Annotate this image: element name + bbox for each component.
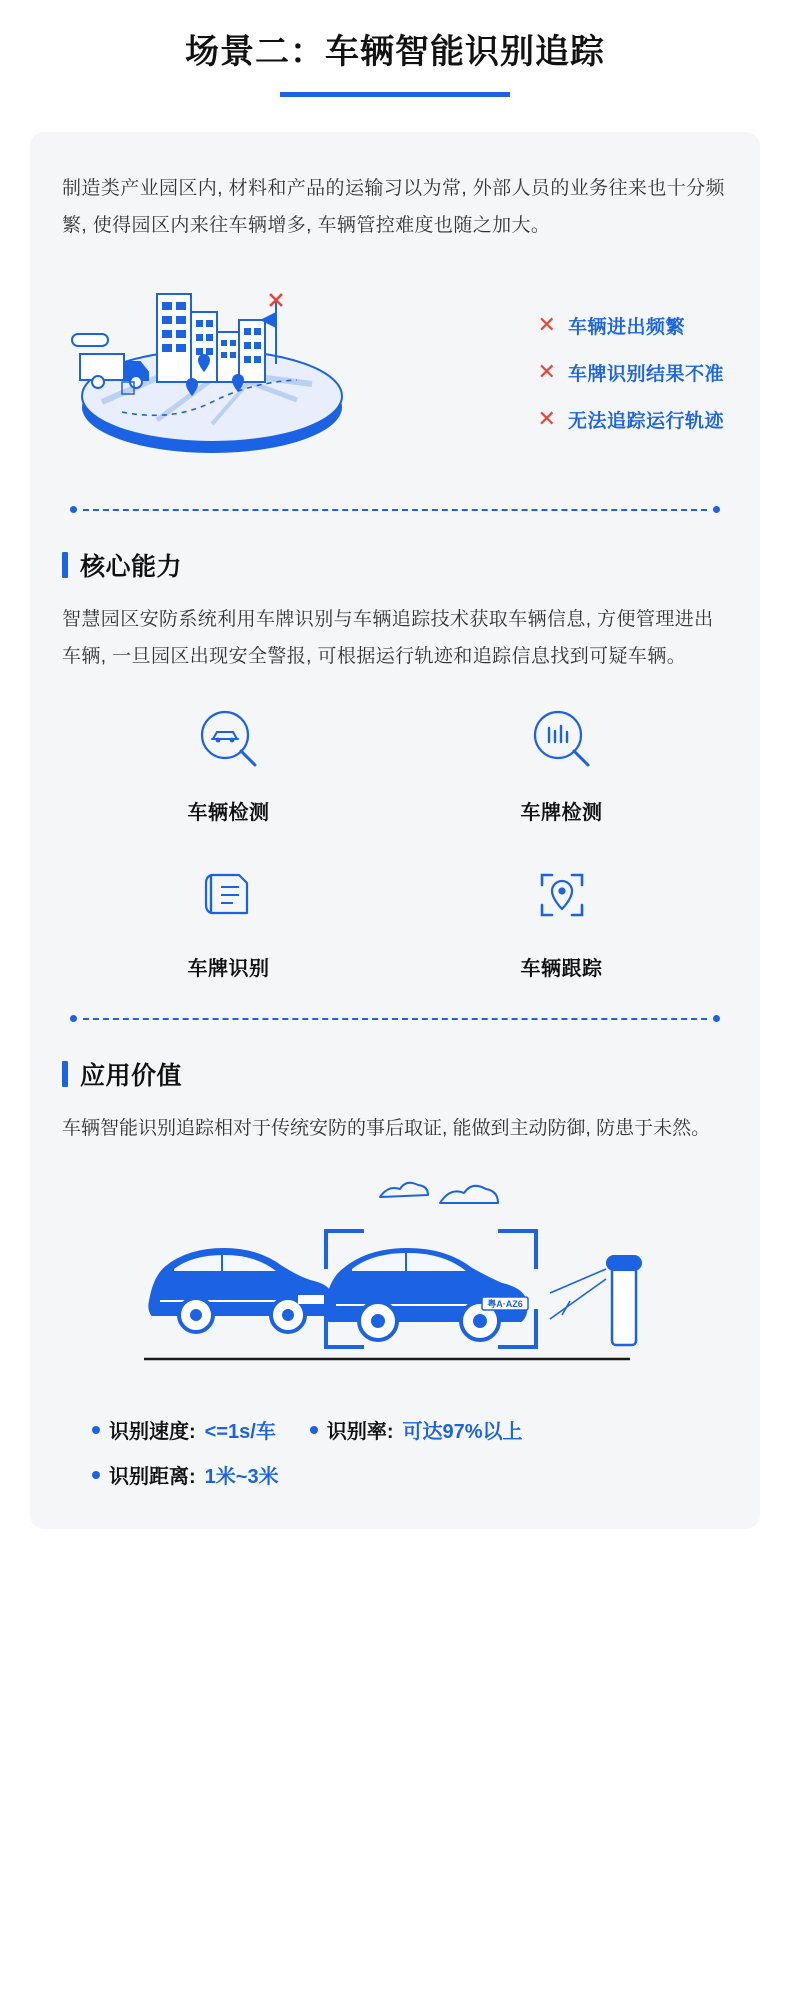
problem-list xyxy=(538,312,728,433)
spec-item-distance xyxy=(92,1460,279,1489)
core-paragraph: 智慧园区安防系统利用车牌识别与车辆追踪技术获取车辆信息, 方便管理进出车辆, 一旦园区出现安全警报, 可根据运行轨迹和追踪信息找到可疑车辆。 xyxy=(62,609,714,668)
location-scan-icon xyxy=(528,861,596,934)
value-paragraph: 车辆智能识别追踪相对于传统安防的事后取证, 能做到主动防御, 防患于未然。 xyxy=(62,1118,711,1140)
core-section-title: 核心能力 xyxy=(80,553,183,582)
bullet-dot-icon xyxy=(92,1426,100,1434)
capability-label: 车辆跟踪 xyxy=(520,958,603,981)
car-search-icon xyxy=(195,705,263,778)
divider-dot-left xyxy=(70,506,77,513)
capability-item-plate-recognize xyxy=(188,861,270,981)
capability-grid xyxy=(62,705,728,981)
specs-list xyxy=(62,1415,728,1489)
city-map-illustration xyxy=(62,272,362,472)
capability-item-vehicle-track xyxy=(521,861,603,981)
problem-item xyxy=(538,312,724,339)
capability-label: 车牌识别 xyxy=(187,958,270,981)
plate-search-icon xyxy=(528,705,596,778)
spec-value: 可达97%以上 xyxy=(402,1421,523,1444)
dashed-divider xyxy=(70,506,720,513)
title-underline xyxy=(280,92,510,97)
cross-icon: ✕ xyxy=(537,312,556,338)
section-accent-bar xyxy=(62,552,68,578)
divider-line xyxy=(83,509,707,511)
spec-label: 识别率: xyxy=(326,1421,394,1444)
problem-label: 无法追踪运行轨迹 xyxy=(567,410,724,432)
license-plate-text: 粤A·AZ6 xyxy=(487,1299,523,1310)
page-title: 场景二：车辆智能识别追踪 xyxy=(185,33,605,71)
intro-paragraph: 制造类产业园区内, 材料和产品的运输习以为常, 外部人员的业务往来也十分频繁, 使得园区内来往车辆增多, 车辆管控难度也随之加大。 xyxy=(62,178,725,237)
cross-icon: ✕ xyxy=(537,406,556,432)
value-section-heading xyxy=(62,1056,728,1092)
capability-item-plate-detect xyxy=(521,705,603,825)
plate-document-icon xyxy=(195,861,263,934)
spec-label: 识别速度: xyxy=(109,1421,196,1444)
problem-label: 车牌识别结果不准 xyxy=(567,363,724,385)
divider-dot-right xyxy=(713,1015,720,1022)
scene-illustration-section xyxy=(62,272,728,472)
divider-dot-left xyxy=(70,1015,77,1022)
core-section-heading xyxy=(62,547,728,583)
spec-value: <=1s/车 xyxy=(204,1421,276,1444)
divider-line xyxy=(83,1018,707,1020)
problem-item xyxy=(538,359,724,386)
vehicle-tracking-illustration xyxy=(62,1169,728,1389)
problem-item xyxy=(538,406,724,433)
section-accent-bar xyxy=(62,1061,68,1087)
spec-item-accuracy xyxy=(310,1415,523,1444)
spec-item-speed xyxy=(92,1415,276,1444)
capability-item-vehicle-detect xyxy=(188,705,270,825)
cross-icon: ✕ xyxy=(537,359,556,385)
content-card xyxy=(30,132,760,1529)
capability-label: 车辆检测 xyxy=(187,802,270,825)
bullet-dot-icon xyxy=(310,1426,318,1434)
value-section-title: 应用价值 xyxy=(80,1062,183,1091)
spec-value: 1米~3米 xyxy=(204,1466,279,1489)
divider-dot-right xyxy=(713,506,720,513)
problem-label: 车辆进出频繁 xyxy=(567,316,685,338)
capability-label: 车牌检测 xyxy=(520,802,603,825)
bullet-dot-icon xyxy=(92,1471,100,1479)
page-header xyxy=(0,0,790,97)
dashed-divider-2 xyxy=(70,1015,720,1022)
spec-label: 识别距离: xyxy=(109,1466,196,1489)
